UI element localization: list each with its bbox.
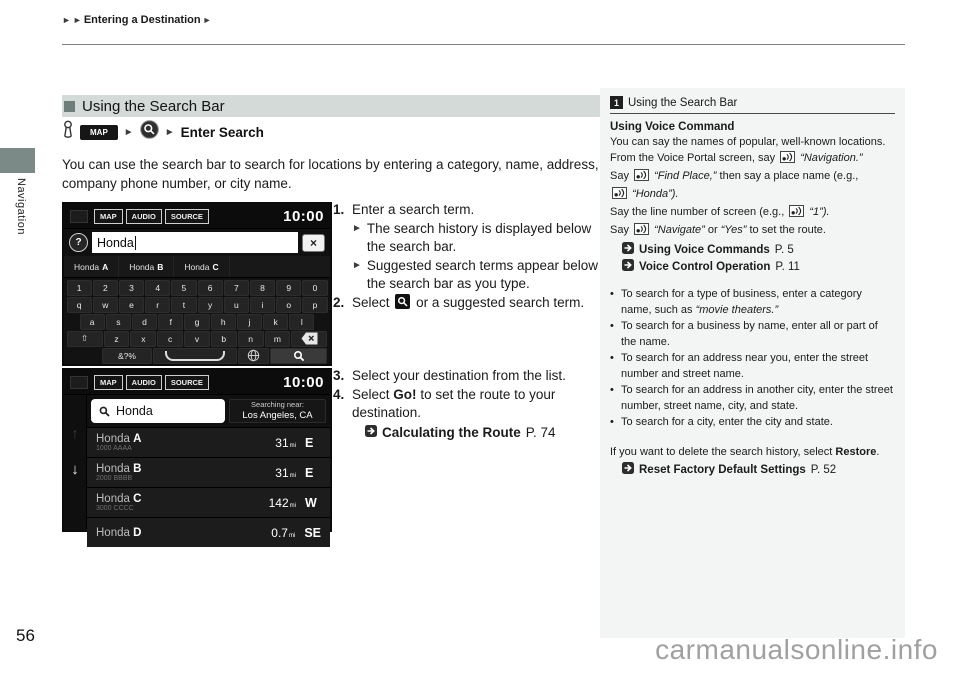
keyboard-key[interactable]: i [250, 297, 275, 313]
voice-command-heading: Using Voice Command [610, 121, 735, 133]
search-bar [64, 229, 330, 256]
result-row[interactable] [87, 427, 330, 457]
keyboard-key[interactable]: j [237, 314, 262, 330]
arrow-right-icon: ► [123, 126, 134, 138]
symbols-key[interactable]: &?% [102, 348, 152, 364]
audio-button[interactable]: AUDIO [126, 209, 162, 224]
reference-page: P. 5 [774, 243, 794, 256]
suggestion-row [64, 256, 330, 278]
back-button[interactable] [70, 210, 88, 223]
screen-top-bar [64, 204, 330, 229]
voice-line: Say “Find Place,” then say a place name (e.g., [610, 168, 895, 186]
section-marker-icon [64, 101, 75, 112]
searching-near-value: Los Angeles, CA [242, 409, 313, 421]
keyboard-key[interactable]: 0 [302, 280, 327, 296]
section-number-badge: 1 [610, 96, 623, 109]
globe-icon [247, 349, 260, 362]
keyboard-key[interactable]: z [104, 331, 130, 347]
reference-arrow-icon [365, 424, 377, 443]
keyboard-key[interactable]: 5 [171, 280, 196, 296]
voice-line: Say “Navigate” or “Yes” to set the route. [610, 222, 895, 240]
space-key[interactable] [153, 348, 237, 364]
suggestion-name: Honda [184, 261, 210, 272]
list-item: • To search for an address near you, enter the street number and street name. [610, 351, 895, 382]
step-number: 4. [333, 386, 345, 402]
voice-command-icon [634, 169, 649, 186]
search-key-icon [395, 294, 410, 315]
step-number: 1. [333, 202, 345, 217]
keyboard-key[interactable]: n [238, 331, 264, 347]
keyboard-key[interactable]: 6 [198, 280, 223, 296]
step-text: Select [352, 386, 390, 402]
voice-command-icon [780, 151, 795, 168]
list-item: • To search for a type of business, enter a category name, such as “movie theaters.” [610, 287, 895, 318]
keyboard-key[interactable]: y [198, 297, 223, 313]
keyboard-key[interactable]: u [224, 297, 249, 313]
step-text: or a suggested search term. [416, 294, 585, 310]
suggestion-name: Honda [74, 261, 100, 272]
search-field[interactable] [91, 399, 225, 423]
result-distance: 142 mi W [268, 495, 317, 510]
keyboard-key[interactable]: h [211, 314, 236, 330]
search-results-screenshot [62, 368, 332, 540]
searching-near-badge[interactable] [229, 399, 326, 423]
reference-arrow-icon [622, 242, 634, 257]
backspace-icon [301, 332, 318, 345]
substep-text: Suggested search terms appear below the search bar as you type. [366, 257, 599, 291]
scroll-rail [64, 395, 87, 529]
list-item: • To search for an address in another city, enter the street number, street name, city, and state. [610, 383, 895, 414]
bullet-icon: • [610, 416, 614, 428]
map-button[interactable]: MAP [94, 209, 123, 224]
help-button[interactable]: ? [69, 233, 88, 252]
scroll-down-icon[interactable]: ↓ [71, 461, 79, 478]
result-row[interactable] [87, 517, 330, 547]
page-number: 56 [16, 626, 35, 645]
breadcrumb [62, 14, 212, 26]
panel-title: Using the Search Bar [628, 96, 738, 109]
panel-header [610, 96, 895, 114]
result-name: Honda A [96, 433, 142, 445]
search-query: Honda [116, 404, 153, 418]
keyboard-key[interactable]: r [145, 297, 170, 313]
result-name: Honda B [96, 463, 142, 475]
voice-line: “Honda”). [610, 186, 895, 204]
command-sequence [62, 120, 264, 144]
screen-top-bar [64, 370, 330, 395]
keyboard-key[interactable]: 1 [67, 280, 92, 296]
voice-command-icon [789, 205, 804, 222]
step-text: Select [352, 294, 390, 310]
arrow-right-icon: ► [164, 126, 175, 138]
suggestion-chip[interactable] [119, 256, 174, 277]
suggestion-letter: A [102, 261, 109, 272]
keyboard-key[interactable]: w [93, 297, 118, 313]
keyboard-key[interactable]: 4 [145, 280, 170, 296]
selector-knob-icon [62, 120, 74, 144]
bullet-icon: • [610, 384, 614, 396]
map-button[interactable]: MAP [94, 375, 123, 390]
searching-near-label: Searching near: [251, 400, 304, 410]
keyboard-key[interactable]: 3 [119, 280, 144, 296]
result-name: Honda D [96, 526, 142, 539]
list-item: • To search for a city, enter the city and state. [610, 415, 895, 431]
search-input[interactable] [92, 232, 298, 253]
back-button[interactable] [70, 376, 88, 389]
voice-command-icon [634, 223, 649, 240]
keyboard-key[interactable]: p [302, 297, 327, 313]
chapter-tab [0, 148, 35, 173]
restore-label: Restore [835, 445, 877, 458]
reference-label: Calculating the Route [382, 424, 521, 440]
reference-page: P. 74 [525, 424, 556, 440]
suggestion-chip[interactable] [174, 256, 229, 277]
keyboard-key[interactable]: 2 [93, 280, 118, 296]
section-header [62, 95, 600, 117]
voice-line: Say the line number of screen (e.g., “1”). [610, 204, 895, 222]
keyboard-key[interactable]: b [211, 331, 237, 347]
step-text: Enter a search term. [352, 202, 475, 217]
bullet-icon: • [610, 288, 614, 300]
results-search-bar [87, 395, 330, 427]
panel-footer: If you want to delete the search history, select Restore. Reset Factory Default Settings P. 52 [610, 444, 895, 479]
reference-page: P. 11 [775, 260, 800, 273]
voice-command-icon [612, 187, 627, 204]
keyboard-key[interactable]: a [80, 314, 105, 330]
on-screen-keyboard [64, 278, 330, 365]
voice-line: From the Voice Portal screen, say “Navigation.” [610, 150, 895, 168]
suggestion-letter: B [157, 261, 164, 272]
suggestion-name: Honda [129, 261, 155, 272]
arrow-right-icon: ► [352, 259, 362, 271]
step-text: to set the route to your destination. [352, 386, 556, 420]
keyboard-key[interactable]: 8 [250, 280, 275, 296]
cross-reference[interactable] [622, 259, 895, 274]
info-panel [600, 88, 905, 638]
list-item: • To search for a business by name, enter all or part of the name. [610, 319, 895, 350]
result-name: Honda C [96, 493, 142, 505]
substep-text: The search history is displayed below the search bar. [366, 220, 592, 254]
result-row[interactable] [87, 457, 330, 487]
search-key[interactable] [270, 348, 328, 364]
suggestion-chip[interactable] [64, 256, 119, 277]
command-action-label: Enter Search [180, 124, 264, 140]
space-icon [165, 351, 225, 361]
keyboard-key[interactable]: x [130, 331, 156, 347]
step-number: 2. [333, 294, 345, 310]
clock: 10:00 [283, 373, 324, 391]
reference-label: Voice Control Operation [639, 260, 771, 273]
go-button-label: Go! [393, 386, 417, 402]
breadcrumb-label: Entering a Destination [83, 14, 201, 26]
result-distance: 31 mi E [275, 435, 314, 450]
close-button[interactable]: × [302, 234, 325, 252]
keyboard-key[interactable]: t [171, 297, 196, 313]
arrow-right-icon: ► [62, 15, 71, 25]
result-address: 3000 CCCC [96, 505, 134, 512]
arrow-right-icon: ► [72, 15, 82, 25]
result-address: 2000 BBBB [96, 475, 133, 482]
section-title: Using the Search Bar [82, 97, 225, 115]
reference-arrow-icon [622, 462, 634, 479]
reference-page: P. 52 [810, 464, 837, 476]
shift-key[interactable]: ⇧ [67, 331, 103, 347]
keyboard-key[interactable]: c [157, 331, 183, 347]
source-button[interactable]: SOURCE [165, 209, 209, 224]
magnifier-icon [98, 405, 111, 418]
magnifier-icon [292, 349, 306, 363]
result-address: 1000 AAAA [96, 445, 132, 452]
arrow-right-icon: ► [352, 222, 362, 234]
source-button[interactable]: SOURCE [165, 375, 209, 390]
suggestion-letter: C [212, 261, 219, 272]
scroll-up-icon[interactable]: ↑ [71, 425, 79, 441]
text-caret [135, 236, 137, 250]
keyboard-key[interactable]: m [265, 331, 291, 347]
keyboard-key[interactable]: f [158, 314, 183, 330]
instruction-steps-2 [333, 367, 609, 442]
keyboard-key[interactable]: d [132, 314, 157, 330]
instruction-steps-1 [333, 201, 609, 314]
cross-reference[interactable] [365, 424, 609, 443]
chapter-label: Navigation [15, 178, 27, 235]
search-keyboard-screenshot [62, 202, 332, 366]
result-row[interactable] [87, 487, 330, 517]
cross-reference[interactable] [622, 462, 895, 479]
header-divider [62, 44, 905, 45]
keyboard-key[interactable]: g [184, 314, 209, 330]
step-text: Select your destination from the list. [352, 368, 566, 383]
keyboard-key[interactable]: l [289, 314, 314, 330]
keyboard-key[interactable]: k [263, 314, 288, 330]
result-distance: 0.7 mi SE [271, 525, 321, 540]
search-query: Honda [97, 235, 134, 250]
intro-paragraph: You can use the search bar to search for locations by entering a category, name, address, company phone number, or city name. [62, 157, 599, 191]
voice-paragraph: You can say the names of popular, well-known locations. [610, 136, 886, 148]
reference-label: Using Voice Commands [639, 243, 770, 256]
keyboard-key[interactable]: s [106, 314, 131, 330]
clock: 10:00 [283, 207, 324, 225]
reference-arrow-icon [622, 259, 634, 274]
keyboard-key[interactable]: o [276, 297, 301, 313]
backspace-key[interactable] [291, 331, 327, 347]
bullet-icon: • [610, 352, 614, 364]
reference-label: Reset Factory Default Settings [639, 464, 806, 476]
result-distance: 31 mi E [275, 465, 314, 480]
keyboard-spacer [67, 348, 102, 364]
map-hard-key: MAP [80, 125, 118, 140]
keyboard-key[interactable]: e [119, 297, 144, 313]
cross-reference[interactable] [622, 242, 895, 257]
keyboard-key[interactable]: 7 [224, 280, 249, 296]
language-key[interactable] [238, 348, 269, 364]
watermark: carmanualsonline.info [655, 634, 938, 665]
audio-button[interactable]: AUDIO [126, 375, 162, 390]
bullet-icon: • [610, 320, 614, 332]
keyboard-key[interactable]: q [67, 297, 92, 313]
arrow-right-icon: ► [202, 15, 212, 25]
search-app-icon [140, 120, 159, 144]
search-tips-list [610, 287, 895, 431]
step-number: 3. [333, 368, 345, 383]
keyboard-key[interactable]: 9 [276, 280, 301, 296]
keyboard-key[interactable]: v [184, 331, 210, 347]
